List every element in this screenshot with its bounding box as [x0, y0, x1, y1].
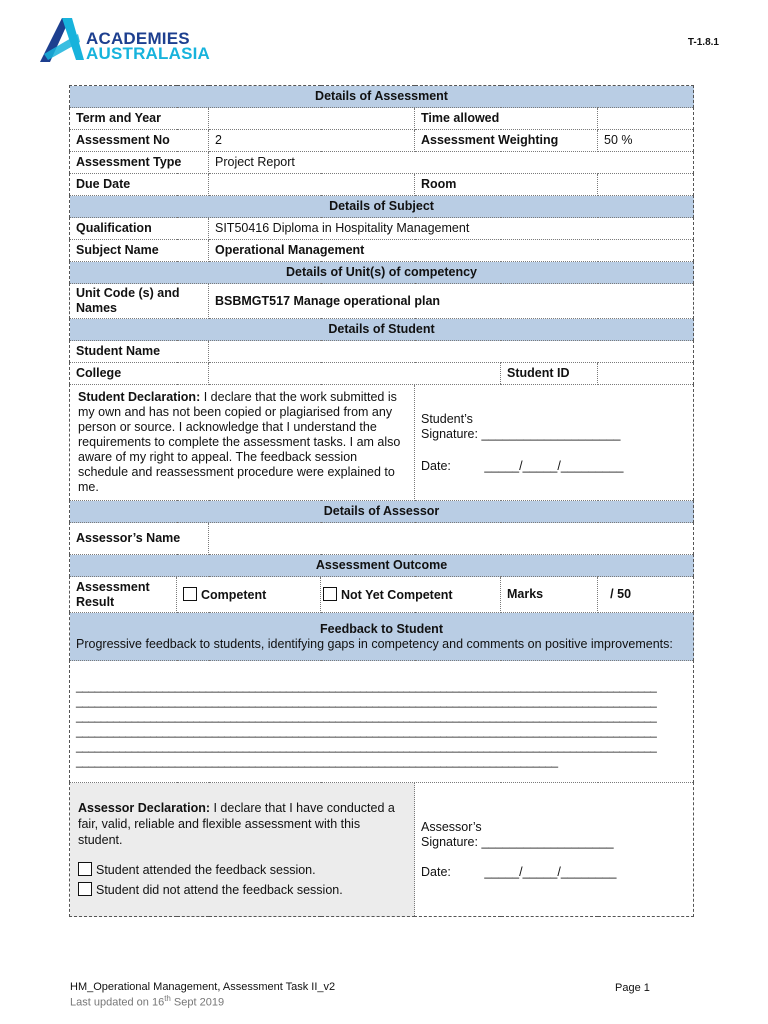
logo-mark-icon — [38, 14, 86, 66]
assessor-declaration — [70, 783, 415, 917]
assessor-date-label: Date: — [421, 864, 451, 879]
details-of-student-heading: Details of Student — [70, 319, 694, 341]
feedback-heading: Feedback to Student — [320, 621, 443, 636]
logo-text — [86, 31, 210, 61]
student-signature-block — [415, 385, 694, 501]
details-of-assessment-heading: Details of Assessment — [70, 86, 694, 108]
student-name-field[interactable] — [209, 341, 694, 363]
assessor-declaration-title: Assessor Declaration: — [78, 800, 211, 815]
room-label: Room — [415, 174, 598, 196]
feedback-line: ______________________________________________________________________________________________ — [76, 723, 657, 738]
footer-document-info — [70, 981, 335, 1009]
not-yet-competent-option[interactable] — [321, 577, 501, 613]
marks-field[interactable]: / 50 — [598, 577, 694, 613]
student-declaration-title: Student Declaration: — [78, 390, 201, 404]
attended-label: Student attended the feedback session. — [96, 862, 316, 877]
assessment-no-label: Assessment No — [70, 130, 209, 152]
details-of-unit-heading: Details of Unit(s) of competency — [70, 262, 694, 284]
time-allowed-label: Time allowed — [415, 108, 598, 130]
assessment-no-field[interactable]: 2 — [209, 130, 415, 152]
competent-option[interactable] — [177, 577, 321, 613]
competent-label: Competent — [201, 587, 267, 602]
footer-updated-sup: th — [164, 994, 171, 1003]
student-signature-label: Student’s — [421, 411, 473, 426]
term-year-label: Term and Year — [70, 108, 209, 130]
feedback-line: ______________________________________________________________________________________________ — [76, 708, 657, 723]
assessor-name-label: Assessor’s Name — [70, 523, 209, 555]
assessor-signature-label: Assessor’s — [421, 819, 482, 834]
feedback-line: ______________________________________________________________________________________________ — [76, 738, 657, 753]
student-date-label: Date: — [421, 458, 451, 473]
student-id-field[interactable] — [598, 363, 694, 385]
assessor-date-field[interactable]: _____/_____/________ — [484, 864, 617, 879]
student-signature-line[interactable]: Signature: ____________________ — [421, 426, 621, 441]
details-of-assessor-heading: Details of Assessor — [70, 501, 694, 523]
feedback-intro: Progressive feedback to students, identifying gaps in competency and comments on positive improvements: — [76, 636, 673, 651]
room-field[interactable] — [598, 174, 694, 196]
student-declaration-text: I declare that the work submitted is my own and has not been copied or plagiarised from any person or source. I acknowledge that I understand the requirements to complete the assessment tasks. I am also aware of my right to appeal. The feedback session schedule and reassessment procedure were explained to me. — [78, 390, 401, 494]
student-date-field[interactable]: _____/_____/_________ — [484, 458, 624, 473]
unit-code-field[interactable]: BSBMGT517 Manage operational plan — [209, 284, 694, 319]
document-reference: T-1.8.1 — [687, 37, 719, 48]
assessment-weighting-label: Assessment Weighting — [415, 130, 598, 152]
logo-line-2: AUSTRALASIA — [86, 44, 211, 63]
feedback-line: ______________________________________________________________________________________________ — [76, 693, 657, 708]
logo-line-1: ACADEMIES — [86, 29, 190, 48]
footer-page-number: Page 1 — [615, 982, 650, 994]
qualification-label: Qualification — [70, 218, 209, 240]
college-field[interactable] — [209, 363, 501, 385]
feedback-line: ______________________________________________________________________________ — [76, 753, 558, 768]
student-id-label: Student ID — [501, 363, 598, 385]
qualification-field[interactable]: SIT50416 Diploma in Hospitality Management — [209, 218, 694, 240]
feedback-line: ______________________________________________________________________________________________ — [76, 678, 657, 693]
college-label: College — [70, 363, 209, 385]
not-yet-competent-checkbox[interactable] — [323, 587, 337, 601]
assessment-outcome-heading: Assessment Outcome — [70, 555, 694, 577]
footer-updated-prefix: Last updated on 16 — [70, 996, 165, 1009]
term-year-field[interactable] — [209, 108, 415, 130]
attended-checkbox[interactable] — [78, 862, 92, 876]
details-of-subject-heading: Details of Subject — [70, 196, 694, 218]
marks-label: Marks — [501, 577, 598, 613]
subject-name-label: Subject Name — [70, 240, 209, 262]
due-date-label: Due Date — [70, 174, 209, 196]
assessor-signature-line[interactable]: Signature: ___________________ — [421, 834, 614, 849]
attended-option[interactable] — [78, 860, 406, 880]
assessment-type-label: Assessment Type — [70, 152, 209, 174]
assessor-signature-block — [415, 783, 694, 917]
feedback-header — [70, 613, 694, 661]
subject-name-field[interactable]: Operational Management — [209, 240, 694, 262]
not-attended-checkbox[interactable] — [78, 882, 92, 896]
assessor-declaration-text: I declare that I have conducted a fair, valid, reliable and flexible assessment with this student. — [78, 800, 395, 847]
not-attended-label: Student did not attend the feedback session. — [96, 882, 343, 897]
assessment-cover-form — [69, 85, 694, 917]
footer-document-name: HM_Operational Management, Assessment Task II_v2 — [70, 981, 336, 993]
unit-code-label: Unit Code (s) and Names — [70, 284, 209, 319]
assessment-weighting-field[interactable]: 50 % — [598, 130, 694, 152]
student-declaration — [70, 385, 415, 501]
student-name-label: Student Name — [70, 341, 209, 363]
feedback-lines[interactable] — [70, 661, 694, 783]
competent-checkbox[interactable] — [183, 587, 197, 601]
assessor-name-field[interactable] — [209, 523, 694, 555]
not-attended-option[interactable] — [78, 880, 406, 900]
due-date-field[interactable] — [209, 174, 415, 196]
footer-updated-suffix: Sept 2019 — [170, 996, 225, 1009]
footer-last-updated — [70, 993, 335, 1009]
time-allowed-field[interactable] — [598, 108, 694, 130]
assessment-type-field[interactable]: Project Report — [209, 152, 694, 174]
not-yet-competent-label: Not Yet Competent — [341, 587, 453, 602]
assessment-result-label: Assessment Result — [70, 577, 177, 613]
